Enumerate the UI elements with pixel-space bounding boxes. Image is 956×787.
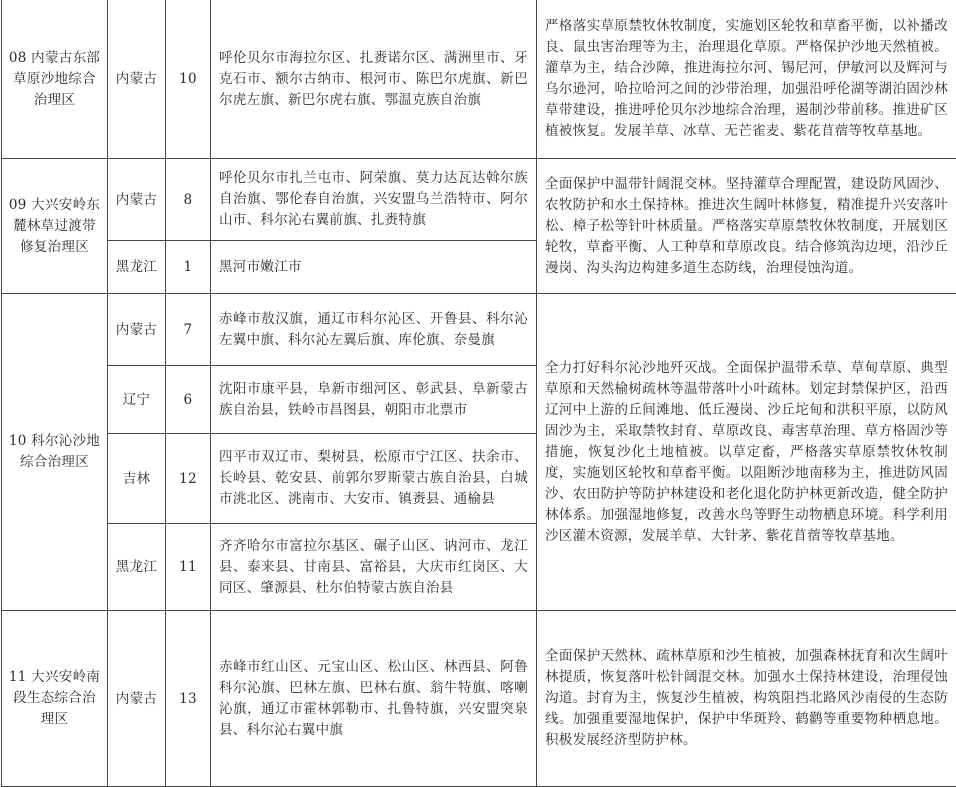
- county-count-cell: 6: [166, 366, 211, 434]
- county-count-cell: 8: [166, 159, 211, 241]
- zone-table: [1, 0, 956, 787]
- measures-cell: 全面保护中温带针阔混交林。坚持灌草合理配置，建设防风固沙、农牧防护和水土保持林。推进次生阔叶林修复，精准提升兴安落叶松、樟子松等针叶林质量。严格落实草原禁牧休牧制度，开展划区轮牧，草畜平衡、人工种草和草原改良。结合修筑沟边埂，沿沙丘漫岗、沟头沟边构建多道生态防线，治理侵蚀沟道。: [537, 159, 956, 294]
- measures-cell: 严格落实草原禁牧休牧制度，实施划区轮牧和草畜平衡，以补播改良、鼠虫害治理等为主，治理退化草原。严格保护沙地天然植被。灌草为主，结合沙障，推进海拉尔河、锡尼河，伊敏河以及辉河与乌尔逊河，哈拉哈河之间的沙带治理，加强沿呼伦湖等湖泊固沙林草带建设，推进呼伦贝尔沙地综合治理，遏制沙带前移。推进矿区植被恢复。发展羊草、冰草、无芒雀麦、紫花苜蓿等牧草基地。: [537, 0, 956, 159]
- zone-name: 09 大兴安岭东麓林草过渡带修复治理区: [2, 159, 108, 294]
- measures-cell: 全力打好科尔沁沙地歼灭战。全面保护温带禾草、草甸草原、典型草原和天然榆树疏林等温带落叶小叶疏林。划定封禁保护区，沿西辽河中上游的丘间滩地、低丘漫岗、沙丘坨甸和洪积平原，以防风固沙为主，采取禁牧封育、草原改良、毒害草治理、草方格固沙等措施，恢复沙化土地植被。以草定畜，严格落实草原禁牧休牧制度，实施划区轮牧和草畜平衡。以阻断沙地南移为主，推进防风固沙、农田防护等防护林建设和老化退化防护林更新改造，健全防护林体系。加强湿地修复，改善水鸟等野生动物栖息环境。科学利用沙区灌木资源，发展羊草、大针茅、紫花苜蓿等牧草基地。: [537, 294, 956, 611]
- table-row-zone-09: [2, 159, 956, 241]
- counties-cell: 齐齐哈尔市富拉尔基区、碾子山区、讷河市、龙江县、泰来县、甘南县、富裕县，大庆市红岗区、大同区、肇源县、杜尔伯特蒙古族自治县: [211, 524, 537, 611]
- counties-cell: 四平市双辽市、梨树县，松原市宁江区、扶余市、长岭县、乾安县、前郭尔罗斯蒙古族自治县，白城市洮北区、洮南市、大安市、镇赉县、通榆县: [211, 434, 537, 524]
- county-count-cell: 1: [166, 241, 211, 294]
- province-cell: 内蒙古: [108, 294, 166, 366]
- province-cell: 黑龙江: [108, 241, 166, 294]
- province-cell: 内蒙古: [108, 0, 166, 159]
- county-count-cell: 13: [166, 611, 211, 787]
- table-row-zone-08: [2, 0, 956, 159]
- county-count-cell: 12: [166, 434, 211, 524]
- province-cell: 吉林: [108, 434, 166, 524]
- zone-name: 08 内蒙古东部草原沙地综合治理区: [2, 0, 108, 159]
- zone-name: 10 科尔沁沙地综合治理区: [2, 294, 108, 611]
- county-count-cell: 7: [166, 294, 211, 366]
- counties-cell: 赤峰市红山区、元宝山区、松山区、林西县、阿鲁科尔沁旗、巴林左旗、巴林右旗、翁牛特旗、喀喇沁旗，通辽市霍林郭勒市、扎鲁特旗，兴安盟突泉县、科尔沁右翼中旗: [211, 611, 537, 787]
- counties-cell: 黑河市嫩江市: [211, 241, 537, 294]
- counties-cell: 沈阳市康平县，阜新市细河区、彰武县、阜新蒙古族自治县，铁岭市昌图县，朝阳市北票市: [211, 366, 537, 434]
- province-cell: 内蒙古: [108, 611, 166, 787]
- counties-cell: 赤峰市敖汉旗，通辽市科尔沁区、开鲁县、科尔沁左翼中旗、科尔沁左翼后旗、库伦旗、奈曼旗: [211, 294, 537, 366]
- zone-name: 11 大兴安岭南段生态综合治理区: [2, 611, 108, 787]
- counties-cell: 呼伦贝尔市海拉尔区、扎赉诺尔区、满洲里市、牙克石市、额尔古纳市、根河市、陈巴尔虎旗、新巴尔虎左旗、新巴尔虎右旗、鄂温克族自治旗: [211, 0, 537, 159]
- table-row-zone-10: [2, 294, 956, 366]
- province-cell: 黑龙江: [108, 524, 166, 611]
- measures-cell: 全面保护天然林、疏林草原和沙生植被，加强森林抚育和次生阔叶林提质，恢复落叶松针阔混交林。加强水土保持林建设，治理侵蚀沟道。封育为主，恢复沙生植被，构筑阻挡北路风沙南侵的生态防线。加强重要湿地保护，保护中华斑羚、鹤鹳等重要物种栖息地。积极发展经济型防护林。: [537, 611, 956, 787]
- province-cell: 辽宁: [108, 366, 166, 434]
- county-count-cell: 10: [166, 0, 211, 159]
- province-cell: 内蒙古: [108, 159, 166, 241]
- table-row-zone-11: [2, 611, 956, 787]
- county-count-cell: 11: [166, 524, 211, 611]
- counties-cell: 呼伦贝尔市扎兰屯市、阿荣旗、莫力达瓦达斡尔族自治旗、鄂伦春自治旗，兴安盟乌兰浩特市、阿尔山市、科尔沁右翼前旗、扎赉特旗: [211, 159, 537, 241]
